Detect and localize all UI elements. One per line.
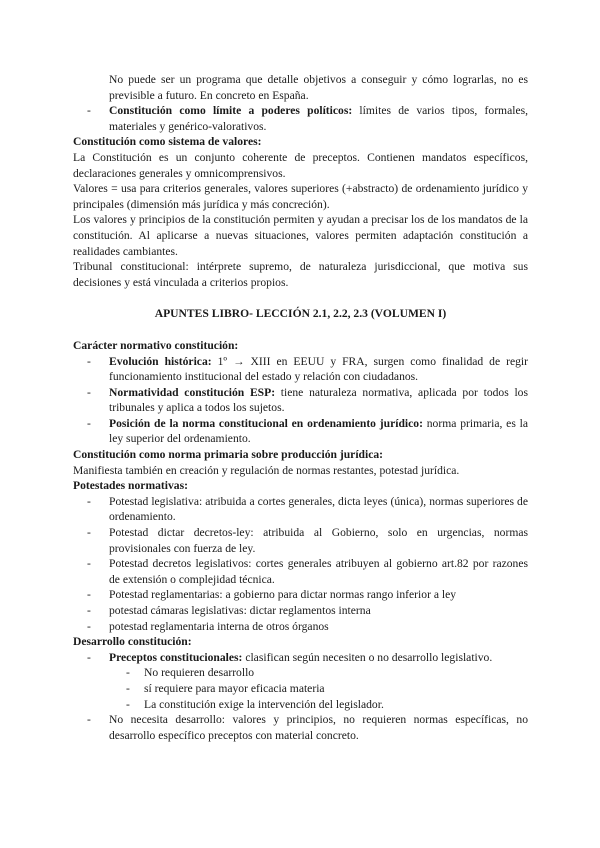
bullet-marker: - — [87, 494, 91, 508]
list-item — [87, 525, 528, 556]
bullet-limite — [87, 103, 528, 134]
bullet-marker: - — [87, 104, 91, 118]
sub-list-item — [126, 665, 528, 681]
bullet-no-necesita — [87, 712, 528, 743]
bullet-text: Potestad reglamentarias: a gobierno para dictar normas rango inferior a ley — [109, 588, 457, 602]
bullet-bold-label: Preceptos constitucionales: — [109, 650, 243, 664]
bullet-marker: - — [87, 354, 91, 368]
valores-paragraph-2: Valores = usa para criterios generales, valores superiores (+abstracto) de ordenamiento jurídico y principales (dimensión más jurídica y más concreción). — [73, 182, 528, 211]
bullet-text: 1º → XIII en EEUU y FRA, surgen como finalidad de regir funcionamiento institucional del estado y relación con ciudadanos. — [109, 354, 528, 384]
bullet-bold-label: Posición de la norma constitucional en ordenamiento jurídico: — [109, 416, 423, 430]
bullet-text: norma primaria, es la ley superior del ordenamiento. — [109, 416, 529, 446]
bullet-text: sí requiere para mayor eficacia materia — [144, 681, 325, 695]
valores-paragraph-4: Tribunal constitucional: intérprete supremo, de naturaleza jurisdiccional, que motiva sus decisiones y está vinculada a criterios propios. — [73, 260, 528, 289]
bullet-bold-label: Normatividad constitución ESP: — [109, 385, 276, 399]
bullet-marker: - — [87, 385, 91, 399]
list-item — [87, 587, 528, 603]
bullet-text: Potestad legislativa: atribuida a cortes generales, dicta leyes (única), normas superiores de ordenamiento. — [109, 494, 528, 524]
bullet-text: La constitución exige la intervención del legislador. — [144, 697, 384, 711]
heading-caracter: Carácter normativo constitución: — [73, 338, 239, 352]
heading-desarrollo: Desarrollo constitución: — [73, 635, 192, 649]
document-body — [73, 72, 528, 743]
bullet-marker: - — [87, 526, 91, 540]
valores-paragraph-3: Los valores y principios de la constitución permiten y ayudan a precisar los de los mandatos de la constitución. Al aplicarse a nuevas situaciones, valores permiten adaptación constitución a realidades cambiantes. — [73, 213, 528, 258]
bullet-text: Potestad decretos legislativos: cortes generales atribuyen al gobierno art.82 por razones de extensión o complejidad técnica. — [109, 557, 528, 586]
bullet-marker: - — [87, 588, 91, 602]
bullet-marker: - — [87, 604, 91, 617]
bullet-text: potestad reglamentaria interna de otros órganos — [109, 619, 329, 633]
valores-paragraph-1: La Constitución es un conjunto coherente de preceptos. Contienen mandatos específicos, declaraciones generales y omnicomprensivos. — [73, 150, 528, 180]
intro-paragraph: No puede ser un programa que detalle objetivos a conseguir y cómo lograrlas, no es previsible a futuro. En concreto en España. — [109, 73, 528, 102]
bullet-text: Potestad dictar decretos-ley: atribuida al Gobierno, solo en urgencias, normas provisionales con fuerza de ley. — [109, 526, 528, 555]
primaria-paragraph: Manifiesta también en creación y regulación de normas restantes, potestad jurídica. — [73, 463, 460, 477]
bullet-marker: - — [126, 666, 130, 680]
heading-valores: Constitución como sistema de valores: — [73, 135, 262, 149]
list-item — [87, 556, 528, 587]
bullet-marker: - — [87, 713, 91, 727]
bullet-text: No requieren desarrollo — [144, 666, 255, 680]
bullet-text: clasifican según necesiten o no desarrollo legislativo. — [242, 650, 493, 664]
list-item — [87, 416, 528, 447]
list-item — [87, 619, 528, 635]
bullet-text: potestad cámaras legislativas: dictar reglamentos interna — [109, 604, 371, 617]
bullet-marker: - — [87, 650, 91, 664]
list-item — [87, 354, 528, 385]
bullet-marker: - — [87, 619, 91, 633]
bullet-text: No necesita desarrollo: valores y principios, no requieren normas específicas, no desarrollo específico preceptos con material concreto. — [109, 713, 528, 742]
bullet-bold-label: Constitución como límite a poderes políticos: — [109, 104, 353, 118]
list-item — [87, 385, 528, 416]
list-item — [87, 603, 528, 619]
bullet-marker: - — [87, 557, 91, 571]
sub-list-item — [126, 697, 528, 713]
heading-primaria: Constitución como norma primaria sobre producción jurídica: — [73, 448, 384, 462]
sub-list-item — [126, 681, 528, 697]
bullet-text: tiene naturaleza normativa, aplicada por todos los tribunales y aplica a todos los sujetos. — [109, 385, 528, 415]
heading-potestades: Potestades normativas: — [73, 479, 188, 493]
list-item — [87, 494, 528, 525]
bullet-preceptos — [87, 650, 528, 666]
bullet-marker: - — [126, 697, 130, 711]
section-title: APUNTES LIBRO- LECCIÓN 2.1, 2.2, 2.3 (VOLUMEN I) — [154, 307, 447, 321]
bullet-marker: - — [87, 416, 91, 430]
bullet-marker: - — [126, 681, 130, 695]
bullet-bold-label: Evolución histórica: — [109, 354, 212, 368]
bullet-text: límites de varios tipos, formales, materiales y genérico-valorativos. — [109, 104, 528, 133]
